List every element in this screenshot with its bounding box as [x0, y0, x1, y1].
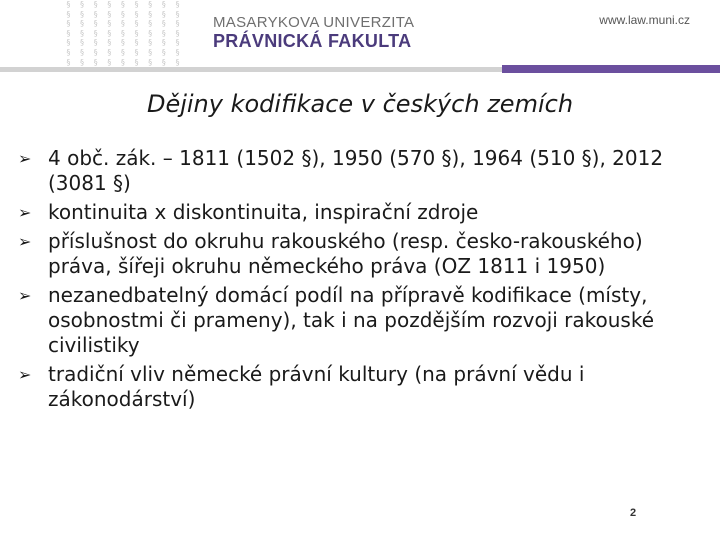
slide-title: Dějiny kodifikace v českých zemích — [146, 90, 574, 118]
page-number: 2 — [630, 507, 637, 519]
list-item — [18, 229, 708, 279]
list-item — [18, 283, 708, 358]
bullet-text: tradiční vliv německé právní kultury (na právní vědu i zákonodárství) — [48, 362, 585, 411]
arrow-bullet-icon: ➢ — [18, 232, 32, 251]
slide-header — [0, 0, 720, 70]
bullet-text: kontinuita x diskontinuita, inspirační zdroje — [48, 200, 479, 224]
arrow-bullet-icon: ➢ — [18, 149, 32, 168]
bullet-text: nezanedbatelný domácí podíl na přípravě kodifikace (místy, osobnostmi či prameny), tak i na pozdějším rozvoji rakouské civilistiky — [48, 283, 655, 357]
university-name: MASARYKOVA UNIVERZITA — [213, 14, 415, 31]
faculty-name: PRÁVNICKÁ FAKULTA — [213, 31, 412, 51]
bullet-text: 4 obč. zák. – 1811 (1502 §), 1950 (570 §), 1964 (510 §), 2012 (3081 §) — [48, 146, 664, 195]
header-purple-band — [502, 65, 720, 73]
website-link[interactable]: www.law.muni.cz — [599, 13, 690, 27]
list-item — [18, 146, 708, 196]
arrow-bullet-icon: ➢ — [18, 365, 32, 384]
logo-pattern: § § § § § § § § § § § § § § § § § § § § § § § § § § § § § § § § § § § § § § § § § § § § § § § § § § § § § § § § § § § § § § § — [66, 0, 182, 67]
header-gray-band — [0, 67, 502, 72]
arrow-bullet-icon: ➢ — [18, 286, 32, 305]
bullet-text: příslušnost do okruhu rakouského (resp. česko-rakouského) práva, šířeji okruhu německého práva (OZ 1811 i 1950) — [48, 229, 643, 278]
list-item — [18, 362, 708, 412]
list-item — [18, 200, 708, 225]
bullet-list — [18, 146, 708, 416]
arrow-bullet-icon: ➢ — [18, 203, 32, 222]
